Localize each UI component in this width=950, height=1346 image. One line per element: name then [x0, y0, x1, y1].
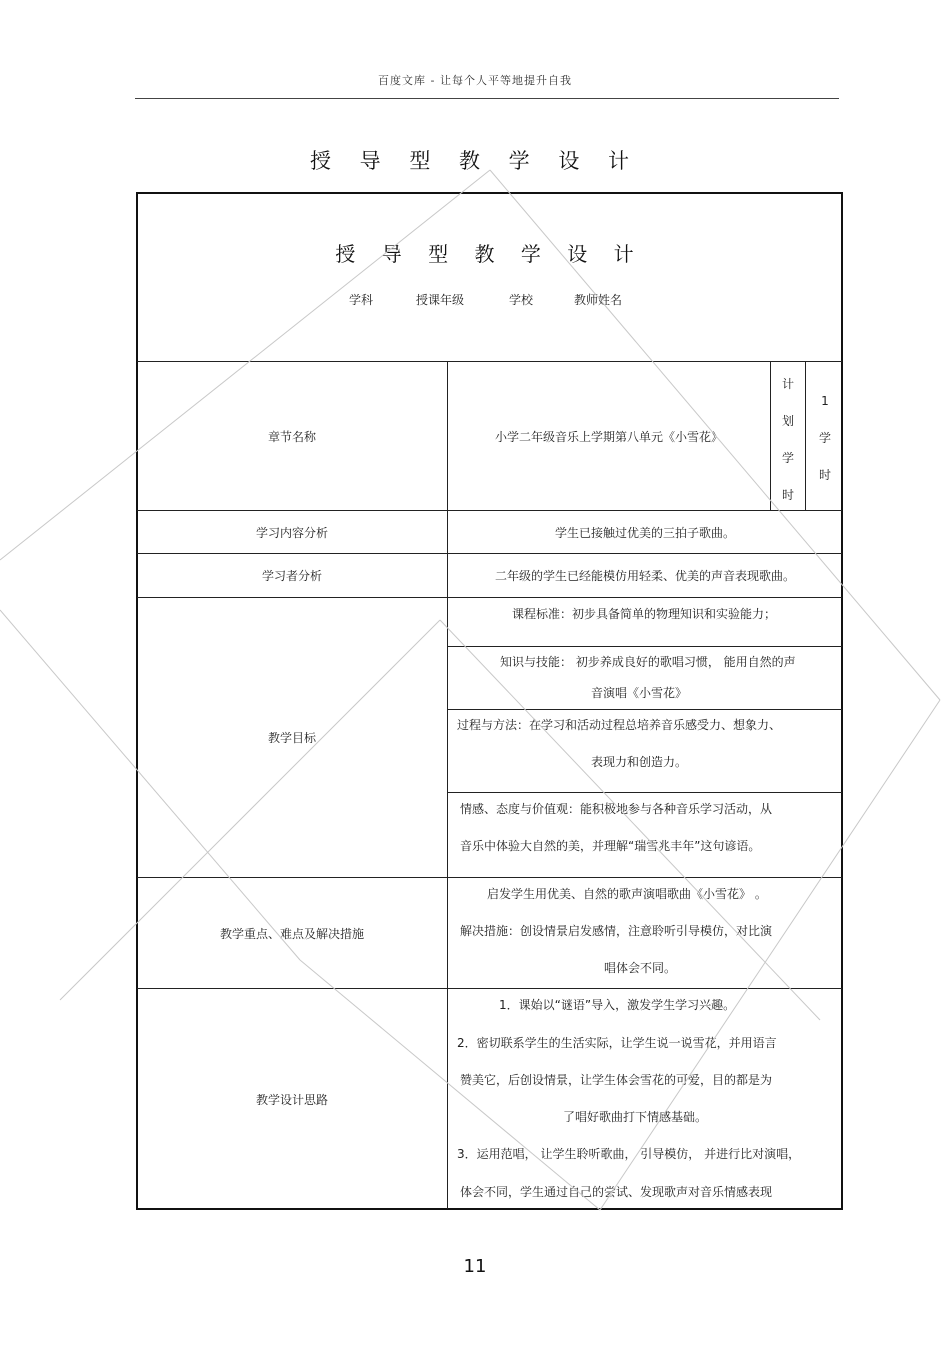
objective-standard: 课程标准：初步具备简单的物理知识和实验能力；: [512, 607, 777, 621]
key-points-label: 教学重点、难点及解决措施: [219, 926, 364, 941]
column-divider: [805, 362, 806, 510]
plan-hours-label: 计 划 学 时: [781, 377, 794, 502]
design-label: 教学设计思路: [255, 1092, 328, 1107]
key-points-line1: 启发学生用优美、自然的歌声演唱歌曲《小雪花》 。: [487, 887, 767, 901]
chapter-label: 章节名称: [267, 429, 316, 444]
learner-analysis-value: 二年级的学生已经能模仿用轻柔、优美的声音表现歌曲。: [494, 569, 795, 583]
column-divider: [770, 362, 771, 510]
key-points-line3: 唱体会不同。: [604, 961, 677, 975]
objective-knowledge-line2: 音演唱《小雪花》: [591, 686, 688, 700]
objectives-label: 教学目标: [267, 731, 316, 745]
subrow-divider: [448, 709, 842, 710]
objective-process-line1: 过程与方法：在学习和活动过程总培养音乐感受力、想象力、: [457, 718, 782, 732]
objective-emotion-line1: 情感、态度与价值观：能积极地参与各种音乐学习活动，从: [460, 802, 773, 816]
design-line4: 了唱好歌曲打下情感基础。: [563, 1110, 708, 1124]
document-title: 授 导 型 教 学 设 计: [309, 149, 641, 173]
header-divider: [135, 98, 839, 99]
content-analysis-label: 学习内容分析: [255, 525, 328, 540]
objective-emotion-line2: 音乐中体验大自然的美，并理解“瑞雪兆丰年”这句谚语。: [460, 839, 761, 853]
table-title: 授 导 型 教 学 设 计: [335, 242, 644, 266]
plan-hours-value: 1 学 时: [818, 394, 831, 482]
key-points-line2: 解决措施：创设情景启发感情，注意聆听引导模仿，对比演: [460, 924, 773, 938]
design-line2: 2．密切联系学生的生活实际，让学生说一说雪花，并用语言: [457, 1036, 777, 1050]
chapter-value: 小学二年级音乐上学期第八单元《小雪花》: [494, 429, 723, 444]
page-header: 百度文库 - 让每个人平等地提升自我: [378, 74, 572, 87]
subrow-divider: [448, 792, 842, 793]
content-analysis-value: 学生已接触过优美的三拍子歌曲。: [554, 525, 735, 540]
objective-process-line2: 表现力和创造力。: [591, 755, 688, 769]
meta-school: 学校: [509, 293, 534, 307]
page-number: 11: [463, 1256, 487, 1277]
design-line6: 体会不同，学生通过自己的尝试、发现歌声对音乐情感表现: [460, 1185, 773, 1199]
design-line1: 1．课始以“谜语”导入，激发学生学习兴趣。: [499, 998, 736, 1012]
objective-knowledge-line1: 知识与技能： 初步养成良好的歌唱习惯， 能用自然的声: [500, 655, 796, 669]
meta-grade: 授课年级: [416, 293, 465, 307]
meta-subject: 学科: [349, 293, 374, 307]
design-line5: 3．运用范唱， 让学生聆听歌曲， 引导模仿， 并进行比对演唱，: [457, 1147, 801, 1161]
meta-teacher: 教师姓名: [574, 293, 623, 307]
subrow-divider: [448, 646, 842, 647]
learner-analysis-label: 学习者分析: [261, 569, 322, 583]
design-line3: 赞美它，后创设情景，让学生体会雪花的可爱，目的都是为: [460, 1073, 773, 1087]
